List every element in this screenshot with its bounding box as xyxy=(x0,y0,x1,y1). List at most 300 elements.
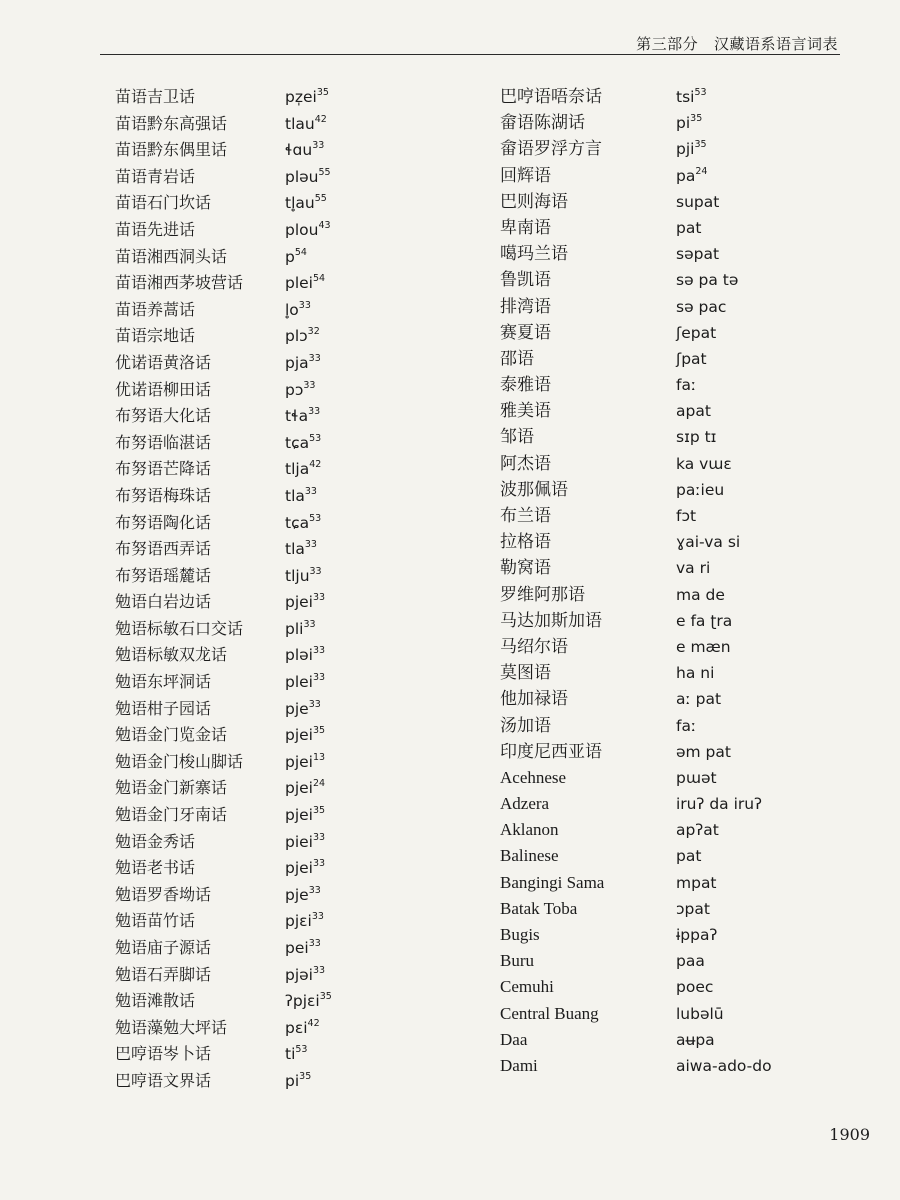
tone-number: 35 xyxy=(313,725,326,737)
word-entry xyxy=(500,608,772,634)
word-form xyxy=(285,642,325,669)
word-form xyxy=(676,267,738,293)
right-column xyxy=(500,84,772,1079)
word-entry xyxy=(500,843,772,869)
tone-number: 33 xyxy=(313,964,326,976)
word-entry xyxy=(115,84,332,111)
phonetic-form: tɬa xyxy=(285,407,309,426)
phonetic-form: tlau xyxy=(285,114,315,133)
tone-number: 33 xyxy=(308,406,321,418)
language-name: 布努语大化话 xyxy=(115,406,212,426)
word-form xyxy=(285,1015,320,1042)
tone-number: 33 xyxy=(313,672,326,684)
phonetic-form: tɕa xyxy=(285,433,310,452)
word-entry xyxy=(500,136,772,162)
language-name: 布努语临湛话 xyxy=(115,432,212,452)
language-name: 苗语青岩话 xyxy=(115,166,196,186)
language-name: 勉语苗竹话 xyxy=(115,911,196,931)
tone-number: 42 xyxy=(307,1017,320,1029)
language-name: 勉语金秀话 xyxy=(115,831,196,851)
word-form xyxy=(676,608,732,634)
language-name: 苗语吉卫话 xyxy=(115,87,196,106)
phonetic-form: ɨppaʔ xyxy=(676,926,718,944)
phonetic-form: pjɛi xyxy=(285,912,312,931)
tone-number: 53 xyxy=(694,87,707,98)
word-entry xyxy=(500,320,772,346)
tone-number: 55 xyxy=(314,193,327,205)
phonetic-form: pat xyxy=(676,218,702,237)
word-form xyxy=(285,217,331,244)
word-form xyxy=(676,477,724,503)
word-form xyxy=(676,451,732,477)
word-form xyxy=(285,297,311,324)
tone-number: 35 xyxy=(299,1070,312,1082)
word-form xyxy=(285,350,321,377)
language-name: 巴哼语唔奈话 xyxy=(500,87,602,106)
word-entry xyxy=(115,350,332,377)
word-form xyxy=(676,372,696,398)
language-name: 他加禄语 xyxy=(500,689,568,709)
language-name: 苗语石门坎话 xyxy=(115,193,212,213)
language-name: 苗语湘西茅坡营话 xyxy=(115,273,244,293)
language-name: 罗维阿那语 xyxy=(500,584,585,604)
tone-number: 54 xyxy=(313,273,326,285)
language-name: 邹语 xyxy=(500,427,534,447)
word-form xyxy=(285,775,325,802)
word-entry xyxy=(115,775,332,802)
running-header xyxy=(636,33,838,54)
header-section: 第三部分 xyxy=(636,35,699,53)
phonetic-form: pei xyxy=(285,939,309,957)
tone-number: 33 xyxy=(313,645,326,657)
word-form xyxy=(285,802,325,829)
word-form xyxy=(285,962,325,989)
word-entry xyxy=(115,1015,332,1042)
word-form xyxy=(676,503,696,529)
language-name: Bugis xyxy=(500,925,540,944)
tone-number: 53 xyxy=(295,1044,308,1056)
word-entry xyxy=(500,948,772,974)
phonetic-form: pa xyxy=(676,166,696,185)
word-form xyxy=(285,722,325,749)
language-name: 苗语湘西洞头话 xyxy=(115,246,228,266)
word-entry xyxy=(115,642,332,669)
word-form xyxy=(285,669,325,696)
phonetic-form: lubəlū xyxy=(676,1004,724,1023)
word-entry xyxy=(500,477,772,503)
word-entry xyxy=(500,451,772,477)
language-name: Acehnese xyxy=(500,767,567,787)
word-entry xyxy=(500,215,772,241)
phonetic-form: pi xyxy=(285,1071,300,1090)
word-entry xyxy=(115,616,332,643)
word-form xyxy=(285,430,321,457)
language-name: 布兰语 xyxy=(500,506,551,525)
phonetic-form: aiwa-ado-do xyxy=(676,1056,772,1075)
word-entry xyxy=(500,241,772,267)
word-entry xyxy=(115,855,332,882)
phonetic-form: faː xyxy=(676,376,697,395)
tone-number: 33 xyxy=(311,911,324,923)
word-form xyxy=(676,948,705,974)
word-entry xyxy=(500,267,772,293)
tone-number: 33 xyxy=(304,539,317,551)
language-name: 勉语金门览金话 xyxy=(115,725,228,745)
phonetic-form: plou xyxy=(285,220,319,239)
language-name: 苗语先进话 xyxy=(115,219,196,239)
word-entry xyxy=(115,430,332,457)
phonetic-form: mpat xyxy=(676,873,717,892)
word-entry xyxy=(500,686,772,712)
word-entry xyxy=(115,137,332,164)
word-entry xyxy=(115,935,332,962)
word-form xyxy=(285,908,324,935)
language-name: 巴哼语岑卜话 xyxy=(115,1044,212,1064)
header-rule xyxy=(100,54,840,55)
tone-number: 55 xyxy=(318,166,331,178)
word-form xyxy=(676,136,707,162)
phonetic-form: ɔpat xyxy=(676,899,710,918)
phonetic-form: p xyxy=(285,247,295,266)
language-name: Adzera xyxy=(500,794,550,814)
word-form xyxy=(285,510,321,537)
phonetic-form: pje xyxy=(285,699,309,718)
phonetic-form: paa xyxy=(676,952,705,971)
language-name: 布努语梅珠话 xyxy=(115,485,212,505)
language-name: 马达加斯加语 xyxy=(500,610,602,630)
word-entry xyxy=(500,424,772,450)
phonetic-form: apʔat xyxy=(676,821,719,840)
word-form xyxy=(285,536,317,563)
phonetic-form: pjei xyxy=(285,726,313,745)
language-name: 畲语陈湖话 xyxy=(500,113,585,133)
language-name: Bangingi Sama xyxy=(500,872,605,892)
language-name: Dami xyxy=(500,1055,538,1075)
word-entry xyxy=(115,1041,332,1068)
phonetic-form: tla xyxy=(285,540,305,559)
tone-number: 32 xyxy=(307,326,320,338)
word-entry xyxy=(500,791,772,817)
word-form xyxy=(285,988,332,1015)
tone-number: 33 xyxy=(308,884,321,896)
language-name: 勉语标敏石口交话 xyxy=(115,618,244,638)
word-entry xyxy=(500,189,772,215)
word-form xyxy=(676,1027,715,1053)
phonetic-form: l̥o xyxy=(285,300,299,319)
word-entry xyxy=(115,190,332,217)
phonetic-form: ʃpat xyxy=(676,349,707,368)
tone-number: 35 xyxy=(316,87,329,98)
word-entry xyxy=(115,563,332,590)
word-form xyxy=(676,765,717,791)
word-form xyxy=(285,935,321,962)
language-name: 布努语西弄话 xyxy=(115,539,212,559)
word-form xyxy=(285,164,331,191)
word-form xyxy=(676,1053,772,1079)
word-entry xyxy=(500,294,772,320)
language-name: 雅美语 xyxy=(500,401,551,421)
word-form xyxy=(676,320,716,346)
language-name: 汤加语 xyxy=(500,715,551,735)
tone-number: 33 xyxy=(313,858,326,870)
word-entry xyxy=(115,510,332,537)
tone-number: 35 xyxy=(694,139,707,151)
language-name: Aklanon xyxy=(500,820,559,840)
language-name: 苗语黔东高强话 xyxy=(115,113,228,133)
language-name: 布努语瑶麓话 xyxy=(115,565,212,585)
word-entry xyxy=(115,962,332,989)
phonetic-form: ma de xyxy=(676,585,725,604)
phonetic-form: tsi xyxy=(676,88,695,106)
word-form xyxy=(676,582,725,608)
word-form xyxy=(285,855,325,882)
word-form xyxy=(676,922,717,948)
tone-number: 42 xyxy=(309,459,322,471)
phonetic-form: pjəi xyxy=(285,965,313,984)
language-name: 勉语金门新寨话 xyxy=(115,778,228,798)
word-entry xyxy=(115,111,332,138)
word-form xyxy=(676,163,707,189)
phonetic-form: pli xyxy=(285,619,304,638)
word-form xyxy=(285,190,327,217)
phonetic-form: ʔpjɛi xyxy=(285,992,320,1011)
word-entry xyxy=(115,722,332,749)
language-name: 布努语芒降话 xyxy=(115,459,212,479)
word-entry xyxy=(115,270,332,297)
tone-number: 43 xyxy=(318,219,331,231)
word-form xyxy=(285,111,327,138)
word-form xyxy=(676,634,731,660)
word-entry xyxy=(115,696,332,723)
word-entry xyxy=(500,870,772,896)
phonetic-form: tɕa xyxy=(285,513,310,532)
language-name: 泰雅语 xyxy=(500,375,551,395)
word-entry xyxy=(500,1027,772,1053)
phonetic-form: tla xyxy=(285,486,305,505)
phonetic-form: ha ni xyxy=(676,664,715,683)
language-name: 勉语滩散话 xyxy=(115,991,196,1011)
phonetic-form: va ri xyxy=(676,559,711,578)
language-name: 巴则海语 xyxy=(500,191,568,211)
word-form xyxy=(676,84,707,110)
phonetic-form: sə pac xyxy=(676,297,727,316)
language-name: 波那佩语 xyxy=(500,479,568,499)
word-form xyxy=(676,817,719,843)
phonetic-form: ɬɑu xyxy=(285,141,313,160)
word-entry xyxy=(500,110,772,136)
language-name: 鲁凯语 xyxy=(500,270,551,290)
language-name: 优诺语柳田话 xyxy=(115,379,212,399)
language-name: 勒窝语 xyxy=(500,558,551,578)
tone-number: 53 xyxy=(309,432,322,444)
language-name: 巴哼语文界话 xyxy=(115,1070,212,1090)
word-form xyxy=(285,829,325,856)
tone-number: 33 xyxy=(308,698,321,710)
phonetic-form: səpat xyxy=(676,245,720,264)
word-entry xyxy=(115,802,332,829)
tone-number: 33 xyxy=(313,831,326,843)
word-entry xyxy=(500,555,772,581)
tone-number: 33 xyxy=(309,565,322,577)
language-name: 苗语宗地话 xyxy=(115,326,196,346)
tone-number: 33 xyxy=(313,592,326,604)
phonetic-form: pz̩ei xyxy=(285,88,317,106)
word-form xyxy=(676,294,726,320)
language-name: Central Buang xyxy=(500,1003,599,1023)
phonetic-form: pɛi xyxy=(285,1018,308,1037)
tone-number: 13 xyxy=(313,751,326,763)
word-form xyxy=(676,1001,724,1027)
page-number: 1909 xyxy=(829,1125,870,1144)
tone-number: 33 xyxy=(304,485,317,497)
language-name: 勉语金门梭山脚话 xyxy=(115,751,244,771)
phonetic-form: poec xyxy=(676,978,714,997)
language-name: 勉语柑子园话 xyxy=(115,698,212,718)
word-form xyxy=(285,882,321,909)
phonetic-form: faː xyxy=(676,716,697,735)
word-entry xyxy=(115,217,332,244)
tone-number: 33 xyxy=(308,938,321,949)
phonetic-form: apat xyxy=(676,402,711,421)
phonetic-form: tlju xyxy=(285,566,310,585)
language-name: 勉语金门牙南话 xyxy=(115,805,228,825)
language-name: 阿杰语 xyxy=(500,453,551,473)
phonetic-form: pləu xyxy=(285,167,319,186)
tone-number: 35 xyxy=(313,805,326,817)
tone-number: 33 xyxy=(298,299,311,311)
tone-number: 42 xyxy=(314,113,327,125)
tone-number: 33 xyxy=(303,379,316,391)
tone-number: 35 xyxy=(690,113,703,125)
left-column xyxy=(115,84,332,1095)
word-entry xyxy=(500,163,772,189)
phonetic-form: ʃepat xyxy=(676,323,717,342)
word-form xyxy=(676,241,719,267)
word-form xyxy=(676,843,701,869)
tone-number: 24 xyxy=(695,165,708,177)
tone-number: 33 xyxy=(308,352,321,364)
word-entry xyxy=(115,483,332,510)
word-entry xyxy=(500,398,772,424)
phonetic-form: pja xyxy=(285,353,309,372)
tone-number: 33 xyxy=(303,618,316,630)
phonetic-form: pjei xyxy=(285,806,313,825)
tone-number: 35 xyxy=(319,991,332,1003)
language-name: 勉语老书话 xyxy=(115,858,196,878)
phonetic-form: pji xyxy=(676,140,695,159)
phonetic-form: tlja xyxy=(285,460,310,479)
word-form xyxy=(676,555,710,581)
word-entry xyxy=(115,882,332,909)
word-entry xyxy=(115,669,332,696)
word-form xyxy=(676,896,710,922)
word-form xyxy=(285,696,321,723)
tone-number: 53 xyxy=(309,512,322,524)
phonetic-form: supat xyxy=(676,192,720,211)
word-form xyxy=(676,215,701,241)
word-entry xyxy=(500,713,772,739)
word-entry xyxy=(115,164,332,191)
word-entry xyxy=(500,739,772,765)
word-entry xyxy=(500,974,772,1000)
word-entry xyxy=(115,536,332,563)
phonetic-form: e fa ʈra xyxy=(676,611,733,630)
phonetic-form: fɔt xyxy=(676,507,697,525)
word-entry xyxy=(500,660,772,686)
phonetic-form: pjei xyxy=(285,779,313,798)
language-name: 勉语标敏双龙话 xyxy=(115,645,228,665)
word-form xyxy=(676,686,721,712)
tone-number: 33 xyxy=(312,140,325,152)
word-entry xyxy=(115,244,332,271)
phonetic-form: iruʔ da iruʔ xyxy=(676,795,763,814)
word-entry xyxy=(115,1068,332,1095)
word-entry xyxy=(500,922,772,948)
phonetic-form: plei xyxy=(285,673,313,692)
phonetic-form: pləi xyxy=(285,646,313,665)
word-form xyxy=(676,346,707,372)
word-entry xyxy=(500,582,772,608)
language-name: 苗语养蒿话 xyxy=(115,299,196,319)
phonetic-form: pat xyxy=(676,847,702,866)
word-form xyxy=(676,713,696,739)
phonetic-form: əm pat xyxy=(676,742,731,761)
word-entry xyxy=(115,749,332,776)
word-form xyxy=(285,483,317,510)
phonetic-form: pjei xyxy=(285,859,313,878)
word-form xyxy=(285,323,320,350)
language-name: Cemuhi xyxy=(500,977,554,997)
word-entry xyxy=(115,829,332,856)
phonetic-form: paːieu xyxy=(676,480,725,499)
word-entry xyxy=(500,634,772,660)
phonetic-form: pɯət xyxy=(676,768,717,787)
language-name: 布努语陶化话 xyxy=(115,512,212,532)
language-name: 勉语石弄脚话 xyxy=(115,964,212,984)
tone-number: 24 xyxy=(313,778,326,790)
word-entry xyxy=(500,1053,772,1079)
phonetic-form: tl̥au xyxy=(285,194,315,213)
word-form xyxy=(676,791,762,817)
word-entry xyxy=(500,84,772,110)
phonetic-form: ɣai-va si xyxy=(676,533,741,552)
word-entry xyxy=(500,817,772,843)
language-name: 回辉语 xyxy=(500,165,551,185)
tone-number: 54 xyxy=(294,246,307,258)
phonetic-form: sɪp tɪ xyxy=(676,428,717,447)
language-name: 莫图语 xyxy=(500,663,551,683)
word-form xyxy=(285,84,329,111)
phonetic-form: pje xyxy=(285,885,309,904)
word-form xyxy=(676,398,711,424)
word-form xyxy=(285,563,322,590)
word-entry xyxy=(500,372,772,398)
phonetic-form: sə pa tə xyxy=(676,271,739,290)
phonetic-form: e mæn xyxy=(676,637,731,656)
word-form xyxy=(676,974,713,1000)
phonetic-form: plei xyxy=(285,274,313,293)
language-name: 畲语罗浮方言 xyxy=(500,139,602,159)
word-form xyxy=(285,749,325,776)
word-entry xyxy=(500,896,772,922)
language-name: 噶玛兰语 xyxy=(500,244,568,264)
phonetic-form: pjei xyxy=(285,752,313,771)
word-entry xyxy=(115,323,332,350)
word-form xyxy=(676,529,740,555)
language-name: 苗语黔东偶里话 xyxy=(115,140,228,160)
phonetic-form: pjei xyxy=(285,593,313,612)
language-name: 马绍尔语 xyxy=(500,636,568,656)
